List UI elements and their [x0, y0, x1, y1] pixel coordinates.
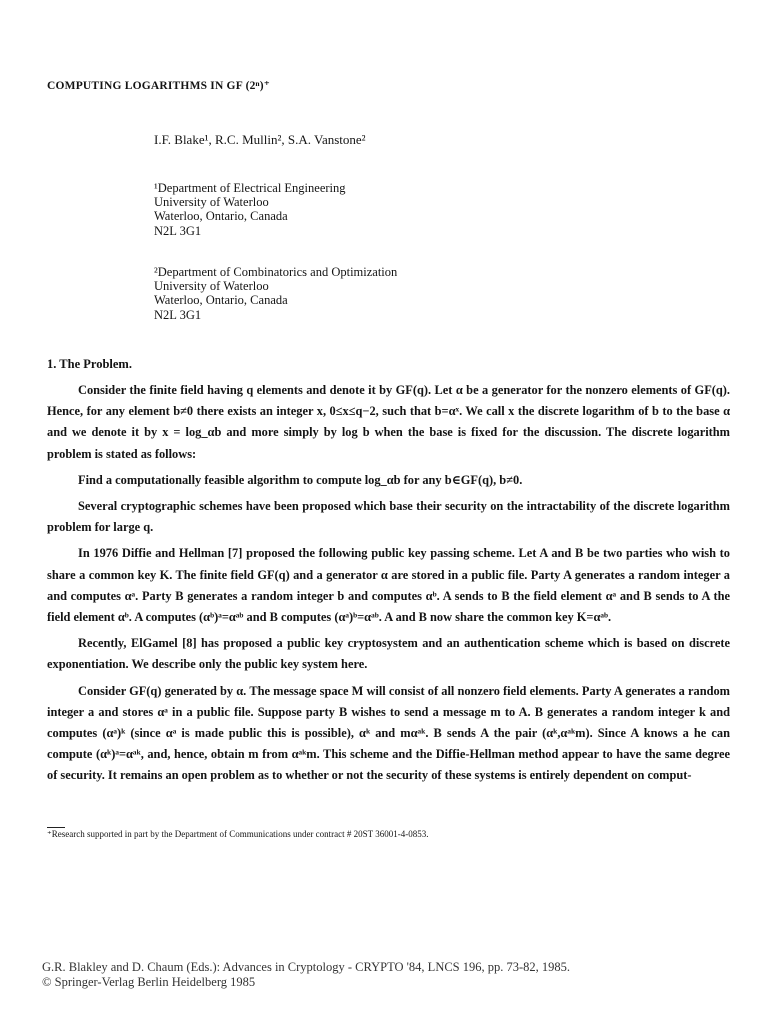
citation-line: G.R. Blakley and D. Chaum (Eds.): Advances in Cryptology - CRYPTO '84, LNCS 196, pp. 73-82, 1985. [42, 960, 571, 974]
body-text [47, 380, 730, 792]
paragraph: Recently, ElGamel [8] has proposed a public key cryptosystem and an authentication scheme which is based on discrete exponentiation. We describe only the public key system here. [47, 636, 730, 672]
paragraph: Find a computationally feasible algorithm to compute log_αb for any b∈GF(q), b≠0. [78, 472, 523, 487]
paragraph: Consider GF(q) generated by α. The message space M will consist of all nonzero field elements. Party A generates a random integer a and stores αᵃ in a public file. Suppose party B wishes to send a message m to A. B generates a random integer k and computes (αᵃ)ᵏ (since αᵃ is made public this is possible), αᵏ and mαᵃᵏ. B sends A the pair (αᵏ,αᵃᵏm). Since A knows a he can compute (αᵏ)ᵃ=αᵃᵏ, and, hence, obtain m from αᵃᵏm. This scheme and the Diffie-Hellman method appear to have the same degree of security. It remains an open problem as to whether or not the security of these systems is entirely dependent on comput- [47, 683, 730, 783]
paragraph: In 1976 Diffie and Hellman [7] proposed the following public key passing scheme. Let A and B be two parties who wish to share a common key K. The finite field GF(q) and a generator α are stored in a public file. Party A generates a random integer a and computes αᵃ. Party B generates a random integer b and computes αᵇ. A sends to B the field element αᵃ and B sends to A the field element αᵇ. A computes (αᵇ)ᵃ=αᵃᵇ and B computes (αᵃ)ᵇ=αᵃᵇ. A and B now share the common key K=αᵃᵇ. [47, 546, 730, 625]
paragraph: Several cryptographic schemes have been proposed which base their security on the intractability of the discrete logarithm problem for large q. [47, 499, 730, 535]
publication-citation [42, 960, 570, 990]
affiliation-line: Waterloo, Ontario, Canada [154, 293, 288, 308]
paper-title: COMPUTING LOGARITHMS IN GF (2ⁿ)⁺ [47, 80, 271, 92]
affiliation-line: University of Waterloo [154, 195, 269, 210]
affiliation-line: University of Waterloo [154, 279, 269, 294]
affiliation-1 [154, 181, 346, 238]
author-list: I.F. Blake¹, R.C. Mullin², S.A. Vanstone² [154, 132, 366, 147]
footnote: ⁺Research supported in part by the Department of Communications under contract # 20ST 36001-4-0853. [47, 829, 429, 839]
paragraph: Consider the finite field having q elements and denote it by GF(q). Let α be a generator for the nonzero elements of GF(q). Hence, for any element b≠0 there exists an integer x, 0≤x≤q−2, such that b=αˣ. We call x the discrete logarithm of b to the base α and we denote it by x = log_αb and more simply by log b when the base is fixed for the discussion. The discrete logarithm problem is stated as follows: [47, 383, 730, 461]
affiliation-line: ²Department of Combinatorics and Optimization [154, 265, 398, 279]
affiliation-2 [154, 265, 397, 322]
affiliation-line: N2L 3G1 [154, 307, 202, 322]
affiliation-line: Waterloo, Ontario, Canada [154, 209, 288, 224]
affiliation-line: ¹Department of Electrical Engineering [154, 181, 346, 195]
section-heading: 1. The Problem. [47, 357, 132, 371]
footnote-divider [47, 827, 65, 828]
affiliation-line: N2L 3G1 [154, 223, 202, 238]
copyright-line: © Springer-Verlag Berlin Heidelberg 1985 [42, 975, 256, 989]
